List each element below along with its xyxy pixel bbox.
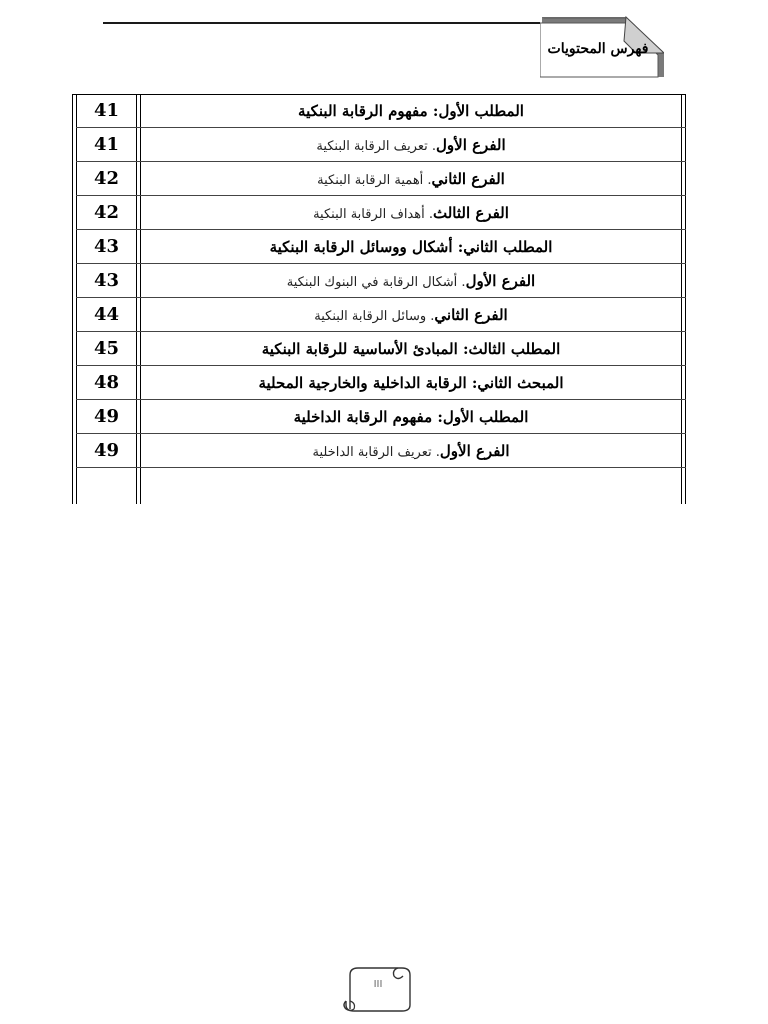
- toc-entry-text: : مفهوم الرقابة الداخلية: [293, 408, 443, 426]
- toc-entry-text: : المبادئ الأساسية للرقابة البنكية: [261, 340, 469, 358]
- toc-entry-title: [141, 230, 681, 264]
- toc-entry-heading: المبحث الثاني: [477, 374, 564, 392]
- row-divider: [76, 467, 686, 468]
- toc-entry-heading: المطلب الثالث: [468, 340, 561, 358]
- toc-entry-text: . أهمية الرقابة البنكية: [317, 173, 432, 188]
- toc-entry-title: [141, 162, 681, 196]
- toc-entry-text: . أشكال الرقابة في البنوك البنكية: [286, 275, 466, 290]
- toc-row: [72, 196, 686, 230]
- toc-entry-text: . وسائل الرقابة البنكية: [314, 309, 435, 324]
- toc-entry-title: [141, 434, 681, 468]
- toc-row: [72, 400, 686, 434]
- toc-entry-text: : أشكال ووسائل الرقابة البنكية: [269, 238, 464, 256]
- toc-row: [72, 434, 686, 468]
- toc-entry-title: [141, 332, 681, 366]
- toc-page-number: 45: [93, 338, 120, 359]
- toc-entry-text: . تعريف الرقابة البنكية: [316, 139, 437, 154]
- toc-row: [72, 264, 686, 298]
- toc-row: [72, 366, 686, 400]
- toc-page-number: 48: [93, 372, 120, 393]
- toc-row: [72, 298, 686, 332]
- toc-page-number: 49: [93, 406, 120, 427]
- toc-page-number: 43: [93, 270, 120, 291]
- toc-entry-title: [141, 128, 681, 162]
- toc-entry-heading: المطلب الثاني: [463, 238, 553, 256]
- scroll-icon: [340, 965, 412, 1015]
- toc-row: [72, 332, 686, 366]
- toc-page-number: 42: [93, 168, 120, 189]
- section-tab: [540, 15, 664, 79]
- toc-entry-heading: الفرع الأول: [439, 442, 510, 460]
- header-rule: [103, 22, 540, 24]
- toc-entry-title: [141, 196, 681, 230]
- toc-row: [72, 94, 686, 128]
- toc-entry-heading: الفرع الأول: [465, 272, 536, 290]
- toc-entry-text: : مفهوم الرقابة البنكية: [298, 102, 439, 120]
- page-number-scroll: [340, 965, 412, 1015]
- toc-entry-heading: الفرع الثاني: [431, 170, 505, 188]
- toc-page-number: 43: [93, 236, 120, 257]
- toc-entry-text: . أهداف الرقابة البنكية: [313, 207, 433, 222]
- toc-entry-title: [141, 94, 681, 128]
- toc-page-number: 49: [93, 440, 120, 461]
- toc-entry-heading: المطلب الأول: [438, 102, 524, 120]
- toc-entry-heading: الفرع الثالث: [433, 204, 509, 222]
- toc-entry-text: : الرقابة الداخلية والخارجية المحلية: [258, 374, 478, 392]
- toc-entry-heading: المطلب الأول: [442, 408, 529, 426]
- toc-entry-text: . تعريف الرقابة الداخلية: [312, 445, 440, 460]
- toc-entry-title: [141, 366, 681, 400]
- toc-page-number: 44: [93, 304, 120, 325]
- toc-page-number: 41: [93, 134, 120, 155]
- toc-entry-title: [141, 400, 681, 434]
- toc-entry-title: [141, 298, 681, 332]
- toc-page-number: 42: [93, 202, 120, 223]
- section-title: فهرس المحتويات: [547, 41, 649, 57]
- page-number: III: [373, 979, 383, 990]
- toc-entry-heading: الفرع الثاني: [434, 306, 508, 324]
- toc-row: [72, 162, 686, 196]
- toc-row: [72, 230, 686, 264]
- table-of-contents: [72, 94, 686, 504]
- toc-page-number: 41: [93, 100, 120, 121]
- toc-row: [72, 128, 686, 162]
- toc-entry-title: [141, 264, 681, 298]
- empty-row: [72, 468, 686, 504]
- toc-entry-heading: الفرع الأول: [436, 136, 506, 154]
